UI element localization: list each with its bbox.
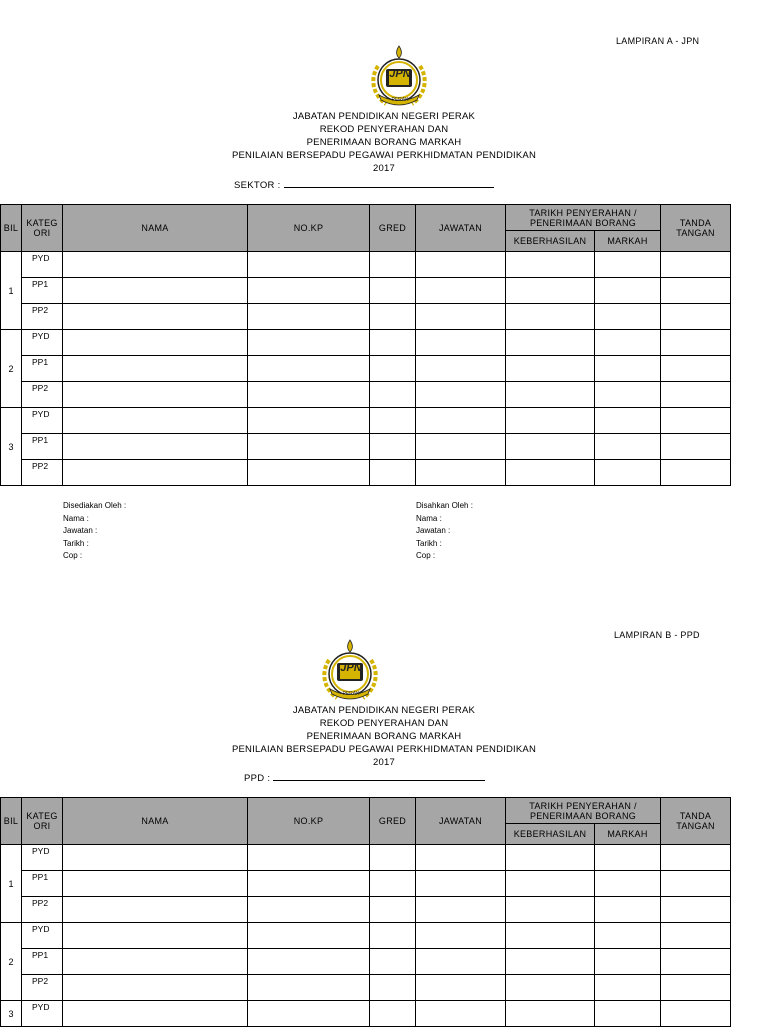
nokp-cell[interactable] (248, 460, 370, 486)
tanda-tangan-cell[interactable] (661, 304, 731, 330)
nokp-cell[interactable] (248, 382, 370, 408)
document-title: JABATAN PENDIDIKAN NEGERI PERAK REKOD PENYERAHAN DAN PENERIMAAN BORANG MARKAH PENILAIAN BERSEPADU PEGAWAI PERKHIDMATAN PENDIDIKAN 2017 (231, 705, 537, 768)
nokp-cell[interactable] (248, 278, 370, 304)
header-tanda-tangan: TANDA TANGAN (661, 205, 731, 252)
logo-banner: PERAK (342, 691, 360, 697)
markah-cell[interactable] (595, 304, 661, 330)
jawatan-cell[interactable] (416, 845, 506, 871)
gred-cell[interactable] (370, 923, 416, 949)
logo-banner: PERAK (391, 97, 409, 103)
tanda-tangan-cell[interactable] (661, 949, 731, 975)
keberhasilan-cell[interactable] (506, 304, 595, 330)
nama-cell[interactable] (63, 408, 248, 434)
markah-cell[interactable] (595, 408, 661, 434)
header-bil: BIL (1, 798, 22, 845)
bil-cell: 2 (1, 330, 22, 408)
keberhasilan-cell[interactable] (506, 252, 595, 278)
keberhasilan-cell[interactable] (506, 408, 595, 434)
nama-cell[interactable] (63, 975, 248, 1001)
header-keberhasilan: KEBERHASILAN (506, 824, 595, 845)
gred-cell[interactable] (370, 975, 416, 1001)
category-cell: PYD (22, 923, 63, 949)
approved-by-block: Disahkan Oleh : Nama : Jawatan : Tarikh : Cop : (416, 501, 473, 560)
header-markah: MARKAH (595, 824, 661, 845)
tanda-tangan-cell[interactable] (661, 1001, 731, 1027)
category-cell: PP1 (22, 356, 63, 382)
tanda-tangan-cell[interactable] (661, 897, 731, 923)
nama-cell[interactable] (63, 304, 248, 330)
keberhasilan-cell[interactable] (506, 871, 595, 897)
category-cell: PP1 (22, 871, 63, 897)
gred-cell[interactable] (370, 382, 416, 408)
markah-cell[interactable] (595, 460, 661, 486)
bil-cell: 1 (1, 252, 22, 330)
markah-cell[interactable] (595, 1001, 661, 1027)
sektor-line[interactable] (284, 187, 494, 188)
markah-cell[interactable] (595, 871, 661, 897)
nama-cell[interactable] (63, 845, 248, 871)
header-kategori: KATEG ORI (22, 798, 63, 845)
category-cell: PP2 (22, 382, 63, 408)
logo-text: JPN (389, 68, 411, 80)
ppd-field: PPD : (244, 773, 485, 784)
category-cell: PYD (22, 845, 63, 871)
bil-cell: 1 (1, 845, 22, 923)
nokp-cell[interactable] (248, 304, 370, 330)
nokp-cell[interactable] (248, 1001, 370, 1027)
markah-cell[interactable] (595, 897, 661, 923)
tanda-tangan-cell[interactable] (661, 408, 731, 434)
category-cell: PYD (22, 330, 63, 356)
gred-cell[interactable] (370, 330, 416, 356)
header-keberhasilan: KEBERHASILAN (506, 231, 595, 252)
keberhasilan-cell[interactable] (506, 1001, 595, 1027)
header-nokp: NO.KP (248, 205, 370, 252)
gred-cell[interactable] (370, 434, 416, 460)
header-tanda-tangan: TANDA TANGAN (661, 798, 731, 845)
tanda-tangan-cell[interactable] (661, 330, 731, 356)
nama-cell[interactable] (63, 897, 248, 923)
jawatan-cell[interactable] (416, 408, 506, 434)
markah-cell[interactable] (595, 278, 661, 304)
nokp-cell[interactable] (248, 252, 370, 278)
nokp-cell[interactable] (248, 356, 370, 382)
category-cell: PP1 (22, 278, 63, 304)
tanda-tangan-cell[interactable] (661, 871, 731, 897)
header-nama: NAMA (63, 205, 248, 252)
jawatan-cell[interactable] (416, 1001, 506, 1027)
jawatan-cell[interactable] (416, 460, 506, 486)
category-cell: PYD (22, 408, 63, 434)
markah-cell[interactable] (595, 330, 661, 356)
lampiran-label: LAMPIRAN A - JPN (616, 36, 700, 46)
tanda-tangan-cell[interactable] (661, 923, 731, 949)
gred-cell[interactable] (370, 252, 416, 278)
category-cell: PP1 (22, 434, 63, 460)
keberhasilan-cell[interactable] (506, 949, 595, 975)
nokp-cell[interactable] (248, 408, 370, 434)
record-table (0, 797, 731, 1027)
nama-cell[interactable] (63, 923, 248, 949)
header-nokp: NO.KP (248, 798, 370, 845)
markah-cell[interactable] (595, 252, 661, 278)
jawatan-cell[interactable] (416, 923, 506, 949)
markah-cell[interactable] (595, 923, 661, 949)
nama-cell[interactable] (63, 1001, 248, 1027)
document-title: JABATAN PENDIDIKAN NEGERI PERAK REKOD PENYERAHAN DAN PENERIMAAN BORANG MARKAH PENILAIAN BERSEPADU PEGAWAI PERKHIDMATAN PENDIDIKAN 2017 (231, 111, 537, 174)
nokp-cell[interactable] (248, 330, 370, 356)
nama-cell[interactable] (63, 278, 248, 304)
jawatan-cell[interactable] (416, 897, 506, 923)
category-cell: PYD (22, 1001, 63, 1027)
markah-cell[interactable] (595, 845, 661, 871)
ppd-line[interactable] (273, 780, 485, 781)
jawatan-cell[interactable] (416, 949, 506, 975)
keberhasilan-cell[interactable] (506, 356, 595, 382)
keberhasilan-cell[interactable] (506, 330, 595, 356)
header-tarikh: TARIKH PENYERAHAN / PENERIMAAN BORANG (506, 798, 661, 824)
nama-cell[interactable] (63, 460, 248, 486)
bil-cell: 3 (1, 408, 22, 486)
nokp-cell[interactable] (248, 871, 370, 897)
nokp-cell[interactable] (248, 845, 370, 871)
record-table (0, 204, 731, 486)
header-gred: GRED (370, 205, 416, 252)
keberhasilan-cell[interactable] (506, 897, 595, 923)
gred-cell[interactable] (370, 1001, 416, 1027)
gred-cell[interactable] (370, 897, 416, 923)
keberhasilan-cell[interactable] (506, 382, 595, 408)
markah-cell[interactable] (595, 382, 661, 408)
jawatan-cell[interactable] (416, 975, 506, 1001)
nama-cell[interactable] (63, 330, 248, 356)
jawatan-cell[interactable] (416, 278, 506, 304)
gred-cell[interactable] (370, 356, 416, 382)
category-cell: PP2 (22, 460, 63, 486)
nama-cell[interactable] (63, 356, 248, 382)
header-jawatan: JAWATAN (416, 205, 506, 252)
jawatan-cell[interactable] (416, 871, 506, 897)
logo-text: JPN (340, 662, 362, 674)
tanda-tangan-cell[interactable] (661, 975, 731, 1001)
tanda-tangan-cell[interactable] (661, 252, 731, 278)
header-gred: GRED (370, 798, 416, 845)
gred-cell[interactable] (370, 871, 416, 897)
lampiran-label: LAMPIRAN B - PPD (614, 630, 700, 640)
tanda-tangan-cell[interactable] (661, 460, 731, 486)
prepared-by-block: Disediakan Oleh : Nama : Jawatan : Tarikh : Cop : (63, 501, 127, 560)
header-bil: BIL (1, 205, 22, 252)
tanda-tangan-cell[interactable] (661, 434, 731, 460)
markah-cell[interactable] (595, 949, 661, 975)
keberhasilan-cell[interactable] (506, 278, 595, 304)
nama-cell[interactable] (63, 871, 248, 897)
keberhasilan-cell[interactable] (506, 434, 595, 460)
nokp-cell[interactable] (248, 923, 370, 949)
tanda-tangan-cell[interactable] (661, 278, 731, 304)
jawatan-cell[interactable] (416, 330, 506, 356)
sektor-field: SEKTOR : (234, 180, 494, 191)
bil-cell: 3 (1, 1001, 22, 1027)
nokp-cell[interactable] (248, 434, 370, 460)
nama-cell[interactable] (63, 434, 248, 460)
header-nama: NAMA (63, 798, 248, 845)
gred-cell[interactable] (370, 845, 416, 871)
markah-cell[interactable] (595, 434, 661, 460)
gred-cell[interactable] (370, 949, 416, 975)
category-cell: PP2 (22, 304, 63, 330)
jawatan-cell[interactable] (416, 304, 506, 330)
jawatan-cell[interactable] (416, 356, 506, 382)
category-cell: PP1 (22, 949, 63, 975)
header-jawatan: JAWATAN (416, 798, 506, 845)
nokp-cell[interactable] (248, 949, 370, 975)
nama-cell[interactable] (63, 382, 248, 408)
category-cell: PP2 (22, 897, 63, 923)
jawatan-cell[interactable] (416, 434, 506, 460)
gred-cell[interactable] (370, 460, 416, 486)
keberhasilan-cell[interactable] (506, 460, 595, 486)
keberhasilan-cell[interactable] (506, 975, 595, 1001)
tanda-tangan-cell[interactable] (661, 845, 731, 871)
gred-cell[interactable] (370, 278, 416, 304)
category-cell: PYD (22, 252, 63, 278)
nama-cell[interactable] (63, 949, 248, 975)
jawatan-cell[interactable] (416, 252, 506, 278)
nokp-cell[interactable] (248, 975, 370, 1001)
header-kategori: KATEG ORI (22, 205, 63, 252)
header-tarikh: TARIKH PENYERAHAN / PENERIMAAN BORANG (506, 205, 661, 231)
nokp-cell[interactable] (248, 897, 370, 923)
tanda-tangan-cell[interactable] (661, 356, 731, 382)
tanda-tangan-cell[interactable] (661, 382, 731, 408)
bil-cell: 2 (1, 923, 22, 1001)
keberhasilan-cell[interactable] (506, 923, 595, 949)
markah-cell[interactable] (595, 356, 661, 382)
keberhasilan-cell[interactable] (506, 845, 595, 871)
gred-cell[interactable] (370, 304, 416, 330)
header-markah: MARKAH (595, 231, 661, 252)
nama-cell[interactable] (63, 252, 248, 278)
gred-cell[interactable] (370, 408, 416, 434)
jawatan-cell[interactable] (416, 382, 506, 408)
markah-cell[interactable] (595, 975, 661, 1001)
category-cell: PP2 (22, 975, 63, 1001)
